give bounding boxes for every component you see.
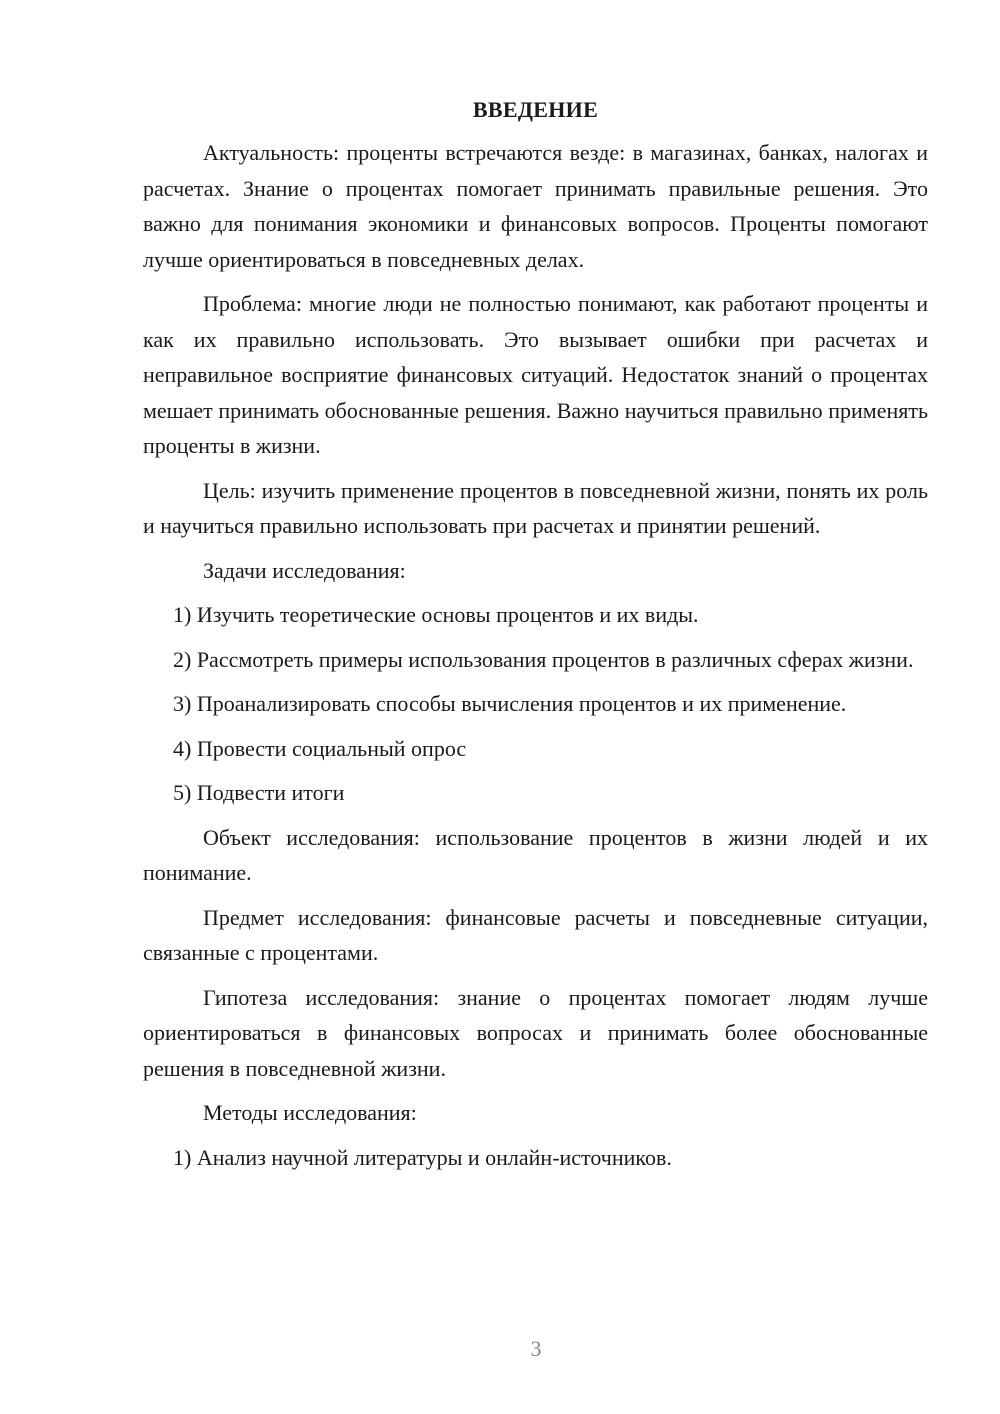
methods-title: Методы исследования:: [203, 1100, 417, 1125]
page-number: 3: [530, 1336, 542, 1361]
subject-paragraph: Предмет исследования: финансовые расчеты и повседневные ситуации, связанные с процентами.: [143, 904, 928, 965]
task-item-2: 2) Рассмотреть примеры использования процентов в различных сферах жизни.: [173, 646, 914, 672]
page-content: [143, 95, 928, 1184]
hypothesis-paragraph: Гипотеза исследования: знание о процентах помогает людям лучше ориентироваться в финансовых вопросах и принимать более обоснованные решения в повседневной жизни.: [143, 984, 928, 1081]
task-item-5: 5) Подвести итоги: [173, 780, 345, 805]
tasks-title: Задачи исследования:: [203, 557, 406, 583]
task-item-4: 4) Провести социальный опрос: [173, 735, 467, 761]
method-item-1: 1) Анализ научной литературы и онлайн-источников.: [173, 1144, 672, 1170]
object-paragraph: Объект исследования: использование процентов в жизни людей и их понимание.: [143, 824, 928, 885]
relevance-paragraph: Актуальность: проценты встречаются везде: в магазинах, банках, налогах и расчетах. Знание о процентах помогает принимать правильные решения. Это важно для понимания экономики и финансовых вопросов. Проценты помогают лучше ориентироваться в повседневных делах.: [143, 140, 928, 272]
task-item-3: 3) Проанализировать способы вычисления процентов и их применение.: [173, 691, 847, 716]
problem-paragraph: Проблема: многие люди не полностью понимают, как работают проценты и как их правильно использовать. Это вызывает ошибки при расчетах и неправильное восприятие финансовых ситуаций. Недостаток знаний о процентах мешает принимать обоснованные решения. Важно научиться правильно применять проценты в жизни.: [143, 291, 928, 458]
goal-paragraph: Цель: изучить применение процентов в повседневной жизни, понять их роль и научиться правильно использовать при расчетах и принятии решений.: [143, 477, 928, 538]
task-item-1: 1) Изучить теоретические основы процентов и их виды.: [173, 602, 699, 627]
section-heading: ВВЕДЕНИЕ: [472, 97, 599, 122]
